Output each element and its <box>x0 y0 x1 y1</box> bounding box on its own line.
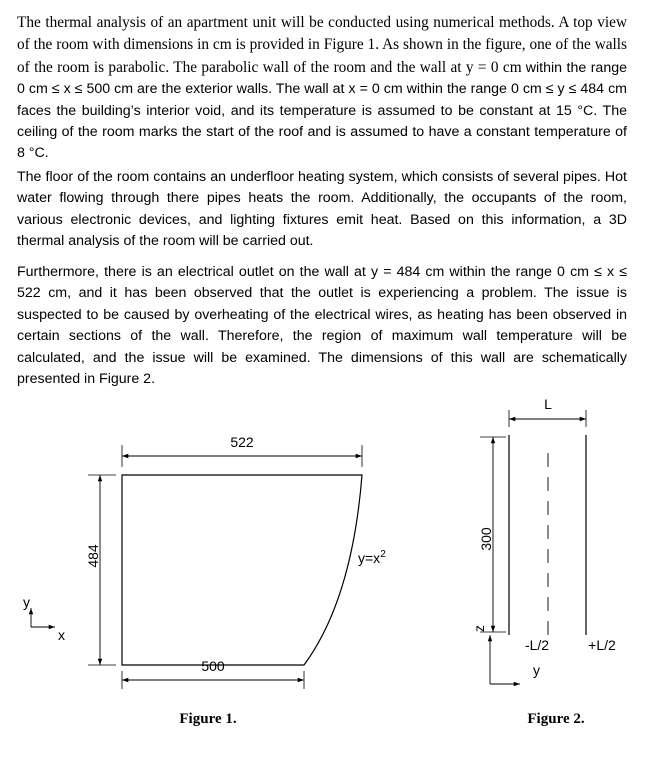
figure-1 <box>23 434 386 727</box>
figure-2-axes <box>471 625 540 684</box>
paragraph-heating: The floor of the room contains an underfloor heating system, which consists of several pipes. Hot water flowing through there pipes heats the room. Additionally, the occupants of the room, various electronic devices, and lighting fixtures emit heat. Based on this information, a 3D thermal analysis of the room will be carried out. <box>17 169 627 250</box>
height-dimension-label: 300 <box>478 527 494 551</box>
curve-label: $y=x^2$ <box>358 549 386 566</box>
width-dimension-label: L <box>544 396 552 412</box>
axis-y-label: y <box>23 594 30 610</box>
bottom-dimension-label: 500 <box>201 658 225 674</box>
paragraph-intro-serif: The thermal analysis of an apartment unit will be conducted using numerical methods. A top view of the room with dimensions in cm is provided in Figure 1. As shown in the figure, one of the walls of the room is parabolic. The parabolic wall of the room and the wall at y = 0 cm <box>17 14 627 76</box>
paragraph-intro-sans: within the range 0 cm ≤ x ≤ 500 cm are the exterior walls. The wall at x = 0 cm within the range 0 cm ≤ y ≤ 484 cm faces the building’s interior void, and its temperature is assumed to be constant at 15 °C. The ceiling of the room marks the start of the roof and is assumed to have a constant temperature of 8 °C. <box>17 59 627 162</box>
left-dimension-label: 484 <box>85 544 101 568</box>
paragraph-intro <box>17 12 627 165</box>
axis-z-label: z <box>471 625 487 632</box>
left-edge-label: -L/2 <box>524 637 550 653</box>
figure-2-caption: Figure 2. <box>527 711 585 727</box>
top-dimension-label: 522 <box>230 434 254 450</box>
figure-1-caption: Figure 1. <box>179 711 237 727</box>
right-edge-label: +L/2 <box>588 637 616 653</box>
room-outline <box>122 475 362 665</box>
axis-y-label-2: y <box>533 662 540 678</box>
figure-2 <box>471 396 616 727</box>
figure-1-axes <box>23 594 65 643</box>
figures <box>0 395 649 764</box>
paragraph-outlet: Furthermore, there is an electrical outlet on the wall at y = 484 cm within the range 0 cm ≤ x ≤ 522 cm, and it has been observed that the outlet is experiencing a problem. The issue is suspected to be caused by overheating of the electrical wires, as heating has been observed in certain sections of the wall. Therefore, the region of maximum wall temperature will be calculated, and the issue will be examined. The dimensions of this wall are schematically presented in Figure 2. <box>17 264 627 388</box>
axis-x-label: x <box>58 627 65 643</box>
